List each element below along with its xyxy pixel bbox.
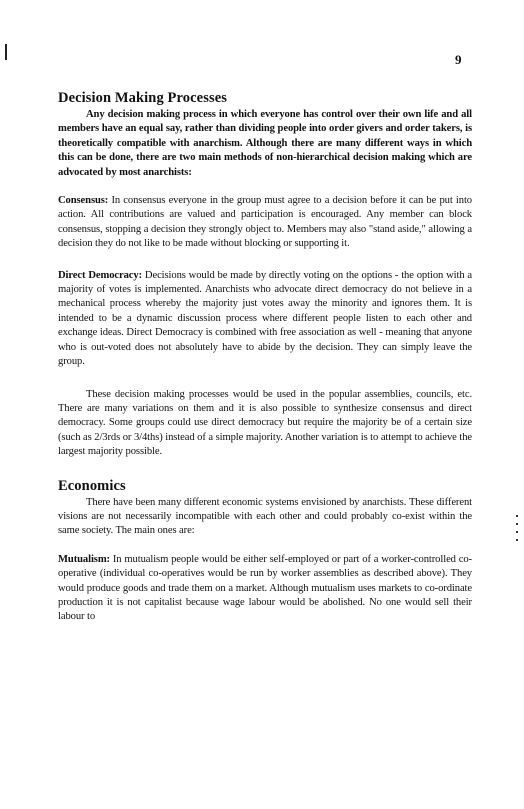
decision-intro-paragraph: Any decision making process in which everyone has control over their own life and all members have an equal say, rather than dividing people into order givers and order takers, is theoretically compatible with anarchism. Although there are many different ways in which this can be done, there are two main methods of non-hierarchical decision making which are advocated by most anarchists: (58, 109, 472, 178)
direct-democracy-term: Direct Democracy: (58, 269, 143, 281)
decision-closing-paragraph: These decision making processes would be used in the popular assemblies, councils, etc. There are many variations on them and it is also possible to synthesize consensus and direct democracy. Some groups could use direct democracy but require the majority be of a certain size (such as 2/3rds or 3/4ths) instead of a simple majority. Another variation is to attempt to achieve the largest majority possible. (58, 388, 472, 458)
direct-democracy-paragraph (58, 269, 472, 370)
scan-artifact-mark (5, 44, 7, 60)
page-body (58, 90, 472, 625)
section-heading-decision-making: Decision Making Processes (58, 90, 227, 106)
page-number: 9 (455, 52, 462, 67)
mutualism-term: Mutualism: (58, 553, 110, 565)
consensus-term: Consensus: (58, 195, 109, 207)
scan-artifact-dots (516, 515, 519, 555)
mutualism-paragraph (58, 553, 472, 625)
consensus-paragraph (58, 194, 472, 252)
section-heading-economics: Economics (58, 477, 126, 494)
economics-intro-paragraph: There have been many different economic systems envisioned by anarchists. These different visions are not necessarily incompatible with each other and could probably co-exist within the same society. The main ones are: (58, 496, 472, 537)
consensus-text: In consensus everyone in the group must agree to a decision before it can be put into action. All contributions are valued and participation is encouraged. Any member can block consensus, stopping a decision they strongly object to. Members may also "stand aside," allowing a decision they do not like to be made without blocking or supporting it. (58, 195, 472, 250)
mutualism-text: In mutualism people would be either self-employed or part of a worker-controlled co-operative (individual co-operatives would be run by worker assemblies as described above). They would produce goods and trade them on a market. Although mutualism uses markets to co-ordinate production it is not capitalist because wage labour would be abolished. No one would sell their labour to (58, 553, 472, 623)
direct-democracy-text: Decisions would be made by directly voting on the options - the option with a majority of votes is implemented. Anarchists who advocate direct democracy do not believe in a mechanical process whereby the majority just votes away the minority and ignores them. It is intended to be a dynamic discussion process where different people listen to each other and exchange ideas. Direct Democracy is combined with free association as well - meaning that anyone who is out-voted does not absolutely have to abide by the decision. They can simply leave the group. (58, 269, 473, 368)
